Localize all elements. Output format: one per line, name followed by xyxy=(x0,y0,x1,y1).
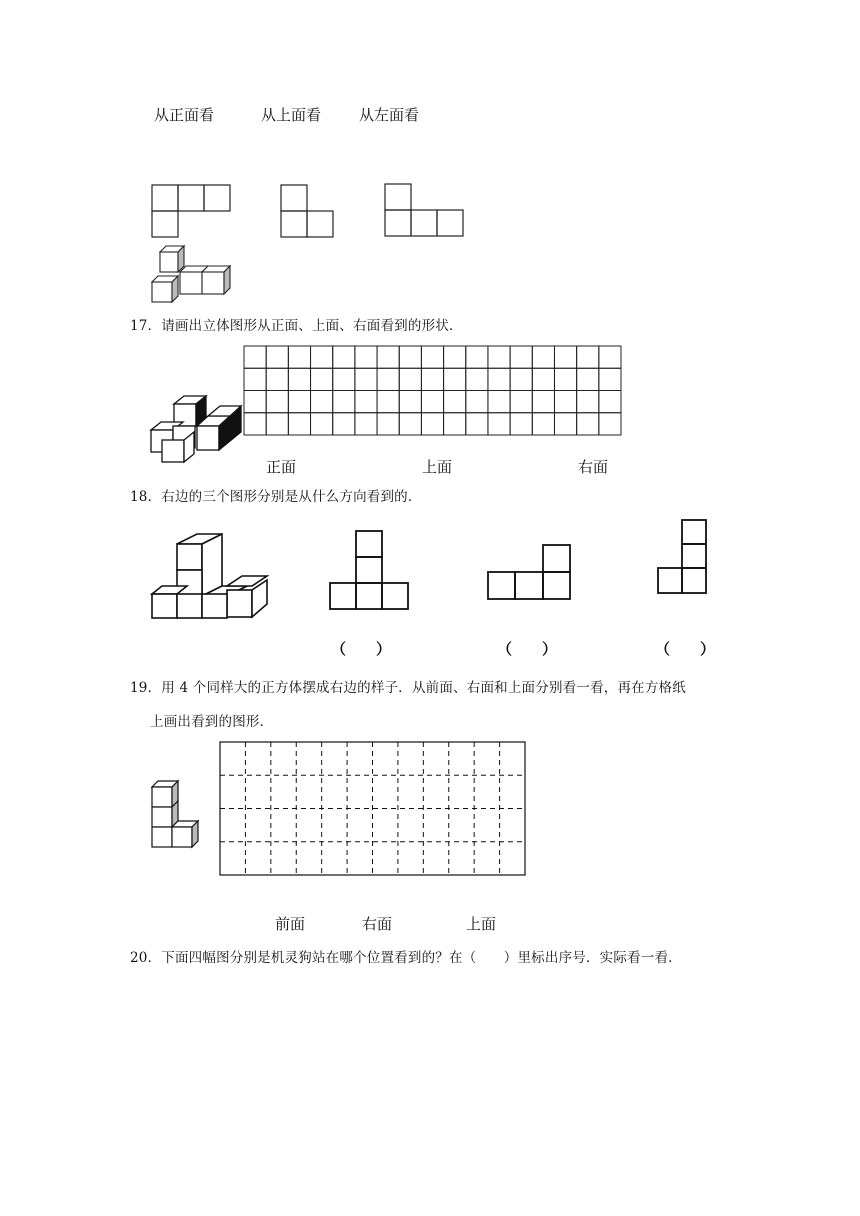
grid-cell[interactable] xyxy=(311,413,333,435)
grid-cell[interactable] xyxy=(421,346,443,368)
grid-cell[interactable] xyxy=(599,368,621,390)
grid-cell[interactable] xyxy=(399,346,421,368)
grid-cell[interactable] xyxy=(577,346,599,368)
grid-cell[interactable] xyxy=(399,413,421,435)
view-label-top: 从上面看 xyxy=(261,106,322,124)
grid-cell[interactable] xyxy=(510,391,532,413)
grid-cell[interactable] xyxy=(377,391,399,413)
q18-answer-blank-3[interactable]: （ ） xyxy=(655,640,716,658)
grid-cell[interactable] xyxy=(554,391,576,413)
grid-cell[interactable] xyxy=(577,391,599,413)
grid-cell[interactable] xyxy=(244,368,266,390)
grid-cell[interactable] xyxy=(444,391,466,413)
grid-cell[interactable] xyxy=(510,346,532,368)
q17-text: 17．请画出立体图形从正面、上面、右面看到的形状． xyxy=(130,318,463,334)
view-label-left: 从左面看 xyxy=(359,106,420,124)
grid-cell[interactable] xyxy=(266,413,288,435)
grid-cell[interactable] xyxy=(244,391,266,413)
q18-answer-blank-1[interactable]: （ ） xyxy=(331,640,392,658)
grid-cell[interactable] xyxy=(466,391,488,413)
grid-cell[interactable] xyxy=(510,413,532,435)
grid-cell[interactable] xyxy=(532,391,554,413)
grid-cell[interactable] xyxy=(377,413,399,435)
grid-cell[interactable] xyxy=(288,368,310,390)
grid-cell[interactable] xyxy=(466,346,488,368)
grid-cell[interactable] xyxy=(421,413,443,435)
grid-cell[interactable] xyxy=(355,391,377,413)
grid-cell[interactable] xyxy=(466,368,488,390)
grid-cell[interactable] xyxy=(377,368,399,390)
grid-cell[interactable] xyxy=(266,391,288,413)
q18-text: 18．右边的三个图形分别是从什么方向看到的． xyxy=(130,489,422,505)
grid-cell[interactable] xyxy=(444,413,466,435)
grid-cell[interactable] xyxy=(532,413,554,435)
q19-text-line1: 19．用 4 个同样大的正方体摆成右边的样子．从前面、右面和上面分别看一看，再在方格纸 xyxy=(130,680,686,696)
grid-cell[interactable] xyxy=(355,413,377,435)
grid-cell[interactable] xyxy=(488,346,510,368)
grid-cell[interactable] xyxy=(599,346,621,368)
grid-cell[interactable] xyxy=(355,346,377,368)
q18-answer-blank-2[interactable]: （ ） xyxy=(497,640,558,658)
grid-cell[interactable] xyxy=(421,391,443,413)
grid-cell[interactable] xyxy=(399,391,421,413)
grid-cell[interactable] xyxy=(244,413,266,435)
grid-cell[interactable] xyxy=(377,346,399,368)
q20-text: 20．下面四幅图分别是机灵狗站在哪个位置看到的？在（ ）里标出序号．实际看一看． xyxy=(130,950,682,966)
grid-cell[interactable] xyxy=(311,391,333,413)
grid-cell[interactable] xyxy=(554,413,576,435)
q17-label-right: 右面 xyxy=(578,458,609,476)
q19-text-line2: 上画出看到的图形． xyxy=(150,714,274,730)
grid-cell[interactable] xyxy=(599,413,621,435)
grid-cell[interactable] xyxy=(266,346,288,368)
grid-cell[interactable] xyxy=(311,346,333,368)
q19-label-right: 右面 xyxy=(362,915,393,933)
grid-cell[interactable] xyxy=(333,391,355,413)
grid-cell[interactable] xyxy=(399,368,421,390)
grid-cell[interactable] xyxy=(444,368,466,390)
view-label-front: 从正面看 xyxy=(154,106,215,124)
grid-cell[interactable] xyxy=(244,346,266,368)
grid-cell[interactable] xyxy=(532,368,554,390)
q19-label-top: 上面 xyxy=(466,915,497,933)
grid-cell[interactable] xyxy=(444,346,466,368)
grid-cell[interactable] xyxy=(333,368,355,390)
grid-cell[interactable] xyxy=(488,368,510,390)
grid-cell[interactable] xyxy=(288,346,310,368)
grid-cell[interactable] xyxy=(288,413,310,435)
grid-cell[interactable] xyxy=(599,391,621,413)
grid-cell[interactable] xyxy=(333,413,355,435)
grid-cell[interactable] xyxy=(510,368,532,390)
grid-cell[interactable] xyxy=(333,346,355,368)
grid-cell[interactable] xyxy=(288,391,310,413)
grid-cell[interactable] xyxy=(532,346,554,368)
grid-cell[interactable] xyxy=(577,368,599,390)
grid-cell[interactable] xyxy=(311,368,333,390)
grid-cell[interactable] xyxy=(355,368,377,390)
grid-cell[interactable] xyxy=(266,368,288,390)
grid-cell[interactable] xyxy=(554,368,576,390)
grid-cell[interactable] xyxy=(488,391,510,413)
q17-label-top: 上面 xyxy=(422,458,453,476)
q19-label-front: 前面 xyxy=(275,915,306,933)
grid-cell[interactable] xyxy=(488,413,510,435)
grid-cell[interactable] xyxy=(466,413,488,435)
q17-label-front: 正面 xyxy=(266,458,297,476)
grid-cell[interactable] xyxy=(421,368,443,390)
grid-cell[interactable] xyxy=(554,346,576,368)
grid-cell[interactable] xyxy=(577,413,599,435)
